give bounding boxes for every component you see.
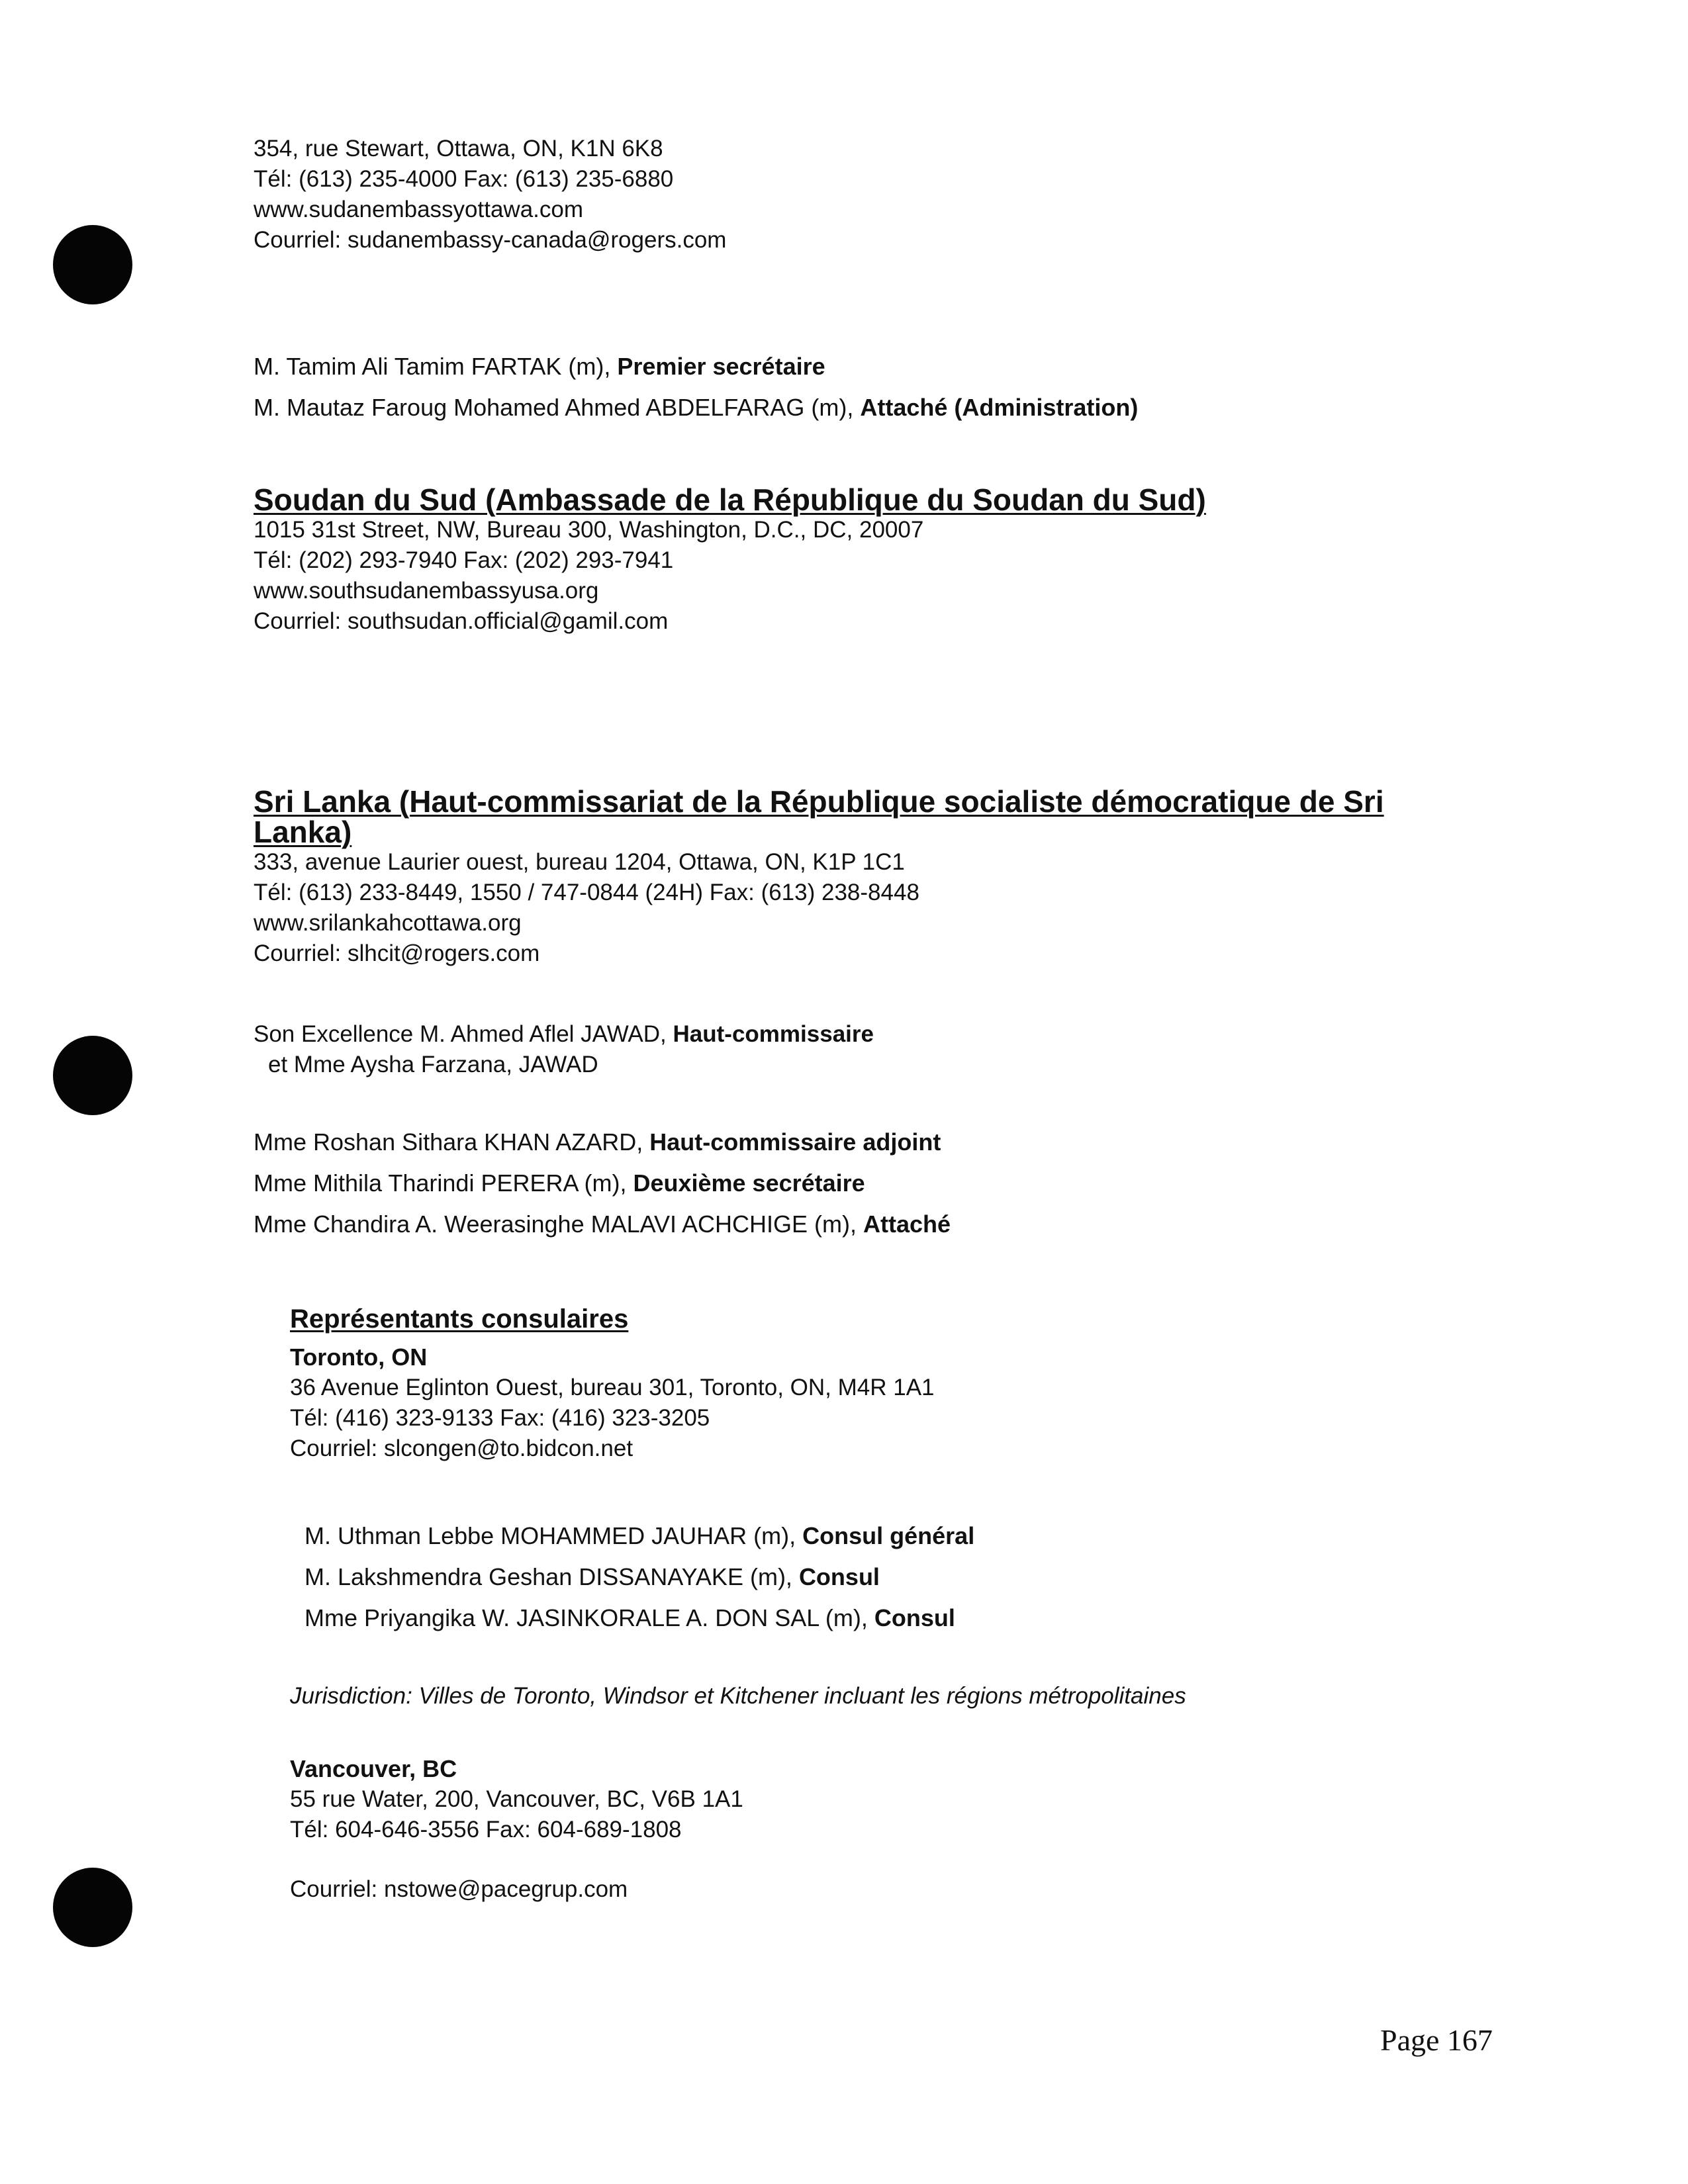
staff-title: Deuxième secrétaire [633,1169,865,1197]
staff-title: Consul [798,1563,880,1590]
staff-entry [254,346,1138,387]
staff-name: Mme Priyangika W. JASINKORALE A. DON SAL (m), [305,1604,874,1631]
south-sudan-website: www.southsudanembassyusa.org [254,578,599,604]
sudan-staff-list [254,346,1138,428]
staff-name: M. Uthman Lebbe MOHAMMED JAUHAR (m), [305,1522,803,1549]
vancouver-city: Vancouver, BC [290,1755,457,1782]
staff-name: M. Mautaz Faroug Mohamed Ahmed ABDELFARAG (m), [254,394,861,421]
staff-title: Consul général [802,1522,975,1549]
staff-name: Mme Chandira A. Weerasinghe MALAVI ACHCHIGE (m), [254,1210,863,1238]
toronto-staff-list [305,1516,974,1639]
staff-entry [254,1204,951,1245]
punch-hole-bottom [53,1868,132,1947]
staff-name: M. Lakshmendra Geshan DISSANAYAKE (m), [305,1563,799,1590]
sri-lanka-heading-line-1: Sri Lanka (Haut-commissariat de la République socialiste démocratique de Sri [254,784,1384,819]
sudan-address: 354, rue Stewart, Ottawa, ON, K1N 6K8 [254,136,663,161]
vancouver-phone: Tél: 604-646-3556 Fax: 604-689-1808 [290,1817,682,1843]
sudan-phone: Tél: (613) 235-4000 Fax: (613) 235-6880 [254,166,674,192]
staff-entry [254,387,1138,428]
south-sudan-heading: Soudan du Sud (Ambassade de la République du Soudan du Sud) [254,482,1206,517]
staff-title: Haut-commissaire adjoint [649,1128,941,1156]
punch-hole-top [53,225,132,304]
toronto-email: Courriel: slcongen@to.bidcon.net [290,1435,633,1461]
vancouver-consulate [290,1754,743,1905]
sri-lanka-heading-line-2: Lanka) [254,815,352,849]
sri-lanka-phone: Tél: (613) 233-8449, 1550 / 747-0844 (24H) Fax: (613) 238-8448 [254,880,919,905]
punch-hole-middle [53,1036,132,1115]
consular-heading: Représentants consulaires [290,1304,629,1334]
south-sudan-address: 1015 31st Street, NW, Bureau 300, Washington, D.C., DC, 20007 [254,517,924,543]
staff-title: Consul [874,1604,955,1631]
sudan-email: Courriel: sudanembassy-canada@rogers.com [254,227,727,253]
south-sudan-phone: Tél: (202) 293-7940 Fax: (202) 293-7941 [254,547,674,573]
south-sudan-section [254,484,1206,637]
staff-entry [254,1122,951,1163]
south-sudan-email: Courriel: southsudan.official@gamil.com [254,608,669,634]
consular-section [290,1302,935,1464]
staff-entry [254,1163,951,1204]
staff-title: Attaché (Administration) [860,394,1139,421]
sri-lanka-address: 333, avenue Laurier ouest, bureau 1204, Ottawa, ON, K1P 1C1 [254,849,905,875]
staff-title: Premier secrétaire [617,353,825,380]
staff-title: Attaché [863,1210,951,1238]
page-number: Page 167 [1380,2023,1493,2057]
staff-name: Mme Mithila Tharindi PERERA (m), [254,1169,633,1197]
staff-name: Son Excellence M. Ahmed Aflel JAWAD, [254,1021,673,1047]
staff-entry [305,1557,974,1598]
vancouver-email: Courriel: nstowe@pacegrup.com [290,1876,628,1902]
toronto-address: 36 Avenue Eglinton Ouest, bureau 301, Toronto, ON, M4R 1A1 [290,1375,935,1400]
sri-lanka-head-of-mission [254,1019,874,1080]
staff-entry [305,1516,974,1557]
sri-lanka-section [254,786,1384,969]
staff-entry [254,1019,874,1050]
staff-name: M. Tamim Ali Tamim FARTAK (m), [254,353,618,380]
vancouver-address: 55 rue Water, 200, Vancouver, BC, V6B 1A1 [290,1786,743,1812]
spouse-entry: et Mme Aysha Farzana, JAWAD [268,1052,598,1077]
toronto-jurisdiction: Jurisdiction: Villes de Toronto, Windsor et Kitchener incluant les régions métropolitaines [290,1683,1186,1709]
staff-entry [305,1598,974,1639]
staff-title: Haut-commissaire [673,1021,874,1047]
sri-lanka-website: www.srilankahcottawa.org [254,910,522,936]
staff-name: Mme Roshan Sithara KHAN AZARD, [254,1128,650,1156]
sri-lanka-staff-list [254,1122,951,1245]
toronto-city: Toronto, ON [290,1343,428,1371]
sri-lanka-email: Courriel: slhcit@rogers.com [254,940,540,966]
sudan-contact [254,134,726,255]
sudan-website: www.sudanembassyottawa.com [254,197,583,222]
toronto-phone: Tél: (416) 323-9133 Fax: (416) 323-3205 [290,1405,710,1431]
